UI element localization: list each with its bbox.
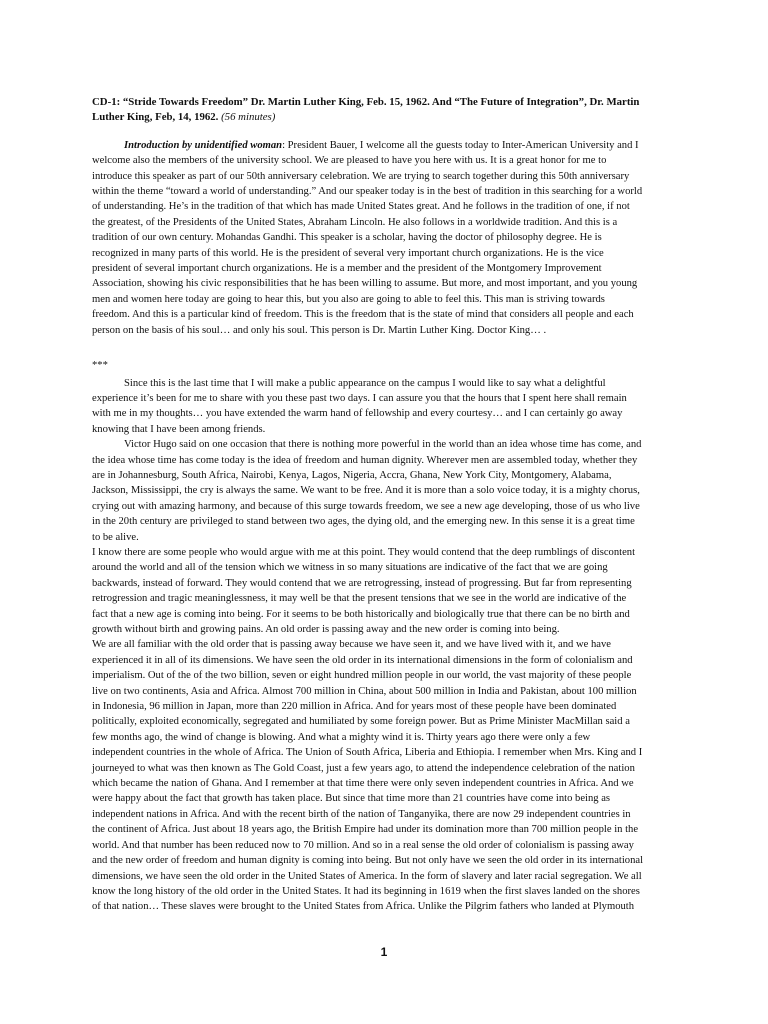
- intro-paragraph: [92, 138, 644, 338]
- document-body: [92, 95, 644, 915]
- body-paragraph: We are all familiar with the old order that is passing away because we have seen it, and we have lived with it, and we have experienced it in all of its dimensions. We have seen the old order in its international dimensions in the form of colonialism and imperialism. Out of the of the two billion, seven or eight hundred million people in our world, the vast majority of these people live on two continents, Asia and Africa. Almost 700 million in China, about 500 million in India and Pakistan, about 100 million in Indonesia, 96 million in Japan, more than 220 million in Africa. And for years most of these people have been dominated politically, exploited economically, segregated and humiliated by some foreign power. But as Prime Minister MacMillan said a few months ago, the wind of change is blowing. And what a mighty wind it is. Thirty years ago there were only a few independent countries in the whole of Africa. The Union of South Africa, Liberia and Ethiopia. I remember when Mrs. King and I journeyed to what was then known as The Gold Coast, just a few years ago, to attend the independence celebration of the nation which became the nation of Ghana. And I remember at that time there were only seven independent countries in Africa. And we were happy about the fact that growth has taken place. But since that time more than 21 countries have come into being as independent nations in Africa. And with the recent birth of the nation of Tanganyika, there are now 29 independent countries in the continent of Africa. Just about 18 years ago, the British Empire had under its domination more than 700 million people in the world. And that number has been reduced now to 70 million. And so in a real sense the old order of colonialism is passing away and the new order of freedom and human dignity is coming into being. But not only have we seen the old order in its international dimensions, we have seen the old order in the United States of America. In the form of slavery and later racial segregation. We all know the long history of the old order in the United States. It had its beginning in 1619 when the first slaves landed on the shores of that nation… These slaves were brought to the United States from Africa. Unlike the Pilgrim fathers who landed at Plymouth: [92, 639, 644, 913]
- page-number: 1: [380, 945, 388, 959]
- heading-duration: (56 minutes): [221, 111, 276, 124]
- body-paragraph: Since this is the last time that I will make a public appearance on the campus I would like to say what a delightful experience it’s been for me to share with you these past two days. I can assure you that the hours that I spent here shall remain with me in my thoughts… you have extended the warm hand of fellowship and every courtesy… and I can certainly go away knowing that I have been among friends.: [92, 377, 627, 435]
- document-heading: [92, 95, 644, 126]
- heading-title: CD-1: “Stride Towards Freedom” Dr. Martin Luther King, Feb. 15, 1962. And “The Future of Integration”, Dr. Martin Luther King, Feb, 14, 1962.: [92, 96, 640, 124]
- intro-label: Introduction by unidentified woman: [124, 139, 283, 151]
- intro-text: : President Bauer, I welcome all the guests today to Inter-American University and I welcome also the members of the university school. We are pleased to have you here with us. It is a great honor for me to introduce this speaker as part of our 50th anniversary celebration. We are trying to search together during this 50th anniversary within the theme “toward a world of understanding.” And our speaker today is in the best of tradition in this searching for a world of understanding. He’s in the tradition of that which has made United States great. And he follows in the tradition of one, if not the greatest, of the Presidents of the United States, Abraham Lincoln. He also follows in a worldwide tradition. And this is a tradition of our own century. Mohandas Gandhi. This speaker is a scholar, having the doctor of philosophy degree. He is recognized in many parts of this world. He is the president of several very important church organizations. He is the vice president of several important church organizations. He is a member and the president of the Montgomery Improvement Association, showing his civic responsibilities that he has been willing to assume. But more, and most important, and you young men and women here today are going to hear this, but you also are going to able to feel this. This man is striving towards freedom. And this is a particular kind of freedom. This is the freedom that is the state of mind that considers all people and each person on the basis of his soul… and only his soul. This person is Dr. Martin Luther King. Doctor King… .: [92, 139, 643, 336]
- body-paragraph: Victor Hugo said on one occasion that there is nothing more powerful in the world than an idea whose time has come, and the idea whose time has come today is the idea of freedom and human dignity. Wherever men are assembled today, whether they are in Johannesburg, South Africa, Nairobi, Kenya, Lagos, Nigeria, Accra, Ghana, New York City, Montgomery, Alabama, Jackson, Mississippi, the cry is always the same. We want to be free. And it is more than a solo voice today, it is a mighty chorus, crying out with amazing harmony, and because of this surge towards freedom, we see a new age developing, those of us who live in the 20th century are privileged to stand between two ages, the dying old, and the emerging new. In this sense it is a great time to be alive.: [92, 439, 642, 543]
- body-paragraph: I know there are some people who would argue with me at this point. They would contend that the deep rumblings of discontent around the world and all of the tension which we witness in so many situations are indicative of the fact that we are going backwards, instead of forward. They would contend that we are retrogressing, instead of progressing. But far from representing retrogression and tragic meaninglessness, it may well be that the present tensions that we see in the world are indicative of the fact that a new age is coming into being. For it seems to be both historically and biologically true that there can be no birth and growth without birth and growing pains. An old order is passing away and the new order is coming into being.: [92, 546, 636, 635]
- section-separator: ***: [92, 360, 108, 372]
